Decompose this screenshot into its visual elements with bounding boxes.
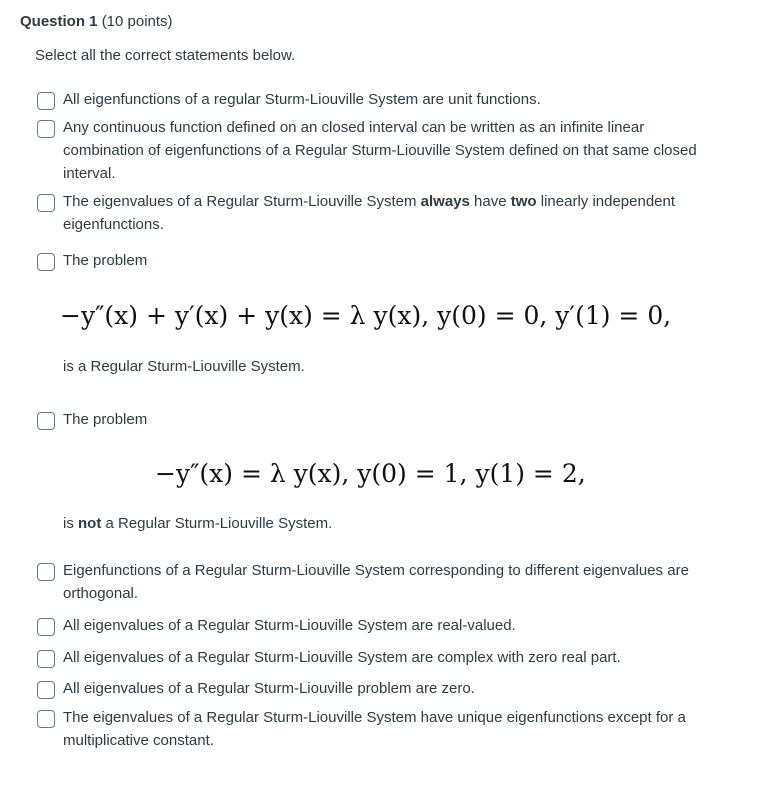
option-3[interactable] xyxy=(37,193,727,236)
question-name: Question 1 xyxy=(20,13,98,30)
option-5-text: The problem xyxy=(63,411,148,428)
option-3-bold-two: two xyxy=(510,193,537,210)
option-3-bold-always: always xyxy=(420,193,470,210)
option-3-text: The eigenvalues of a Regular Sturm-Liouville System always have two linearly independent eigenfunctions. xyxy=(63,193,676,233)
option-10[interactable] xyxy=(37,709,727,752)
option-9-text: All eigenvalues of a Regular Sturm-Liouville problem are zero. xyxy=(63,680,475,697)
option-4-suffix: is a Regular Sturm-Liouville System. xyxy=(63,358,305,375)
option-1[interactable] xyxy=(37,91,727,111)
question-title xyxy=(20,13,173,30)
option-5[interactable] xyxy=(37,411,727,431)
option-5-checkbox[interactable] xyxy=(37,412,55,430)
option-10-checkbox[interactable] xyxy=(37,710,55,728)
option-9-checkbox[interactable] xyxy=(37,681,55,699)
option-2[interactable] xyxy=(37,119,727,185)
option-2-text: Any continuous function defined on an closed interval can be written as an infinite linear combination of eigenfunctions of a Regular Sturm-Liouville System defined on that same closed interval. xyxy=(63,119,697,182)
option-5-suffix: is not a Regular Sturm-Liouville System. xyxy=(63,515,333,532)
question-prompt: Select all the correct statements below. xyxy=(35,47,296,64)
option-4-checkbox[interactable] xyxy=(37,253,55,271)
option-3-checkbox[interactable] xyxy=(37,194,55,212)
option-8[interactable] xyxy=(37,649,727,669)
option-6-text: Eigenfunctions of a Regular Sturm-Liouville System corresponding to different eigenvalues are orthogonal. xyxy=(63,562,689,602)
option-5-bold-not: not xyxy=(78,515,102,532)
option-2-checkbox[interactable] xyxy=(37,120,55,138)
option-8-checkbox[interactable] xyxy=(37,650,55,668)
option-1-checkbox[interactable] xyxy=(37,92,55,110)
option-6[interactable] xyxy=(37,562,727,605)
question-points: (10 points) xyxy=(101,13,173,30)
option-5-equation: −y″(x) = λ y(x), y(0) = 1, y(1) = 2, xyxy=(155,459,586,488)
option-4-equation: −y″(x) + y′(x) + y(x) = λ y(x), y(0) = 0, y′(1) = 0, xyxy=(60,301,672,330)
option-6-checkbox[interactable] xyxy=(37,563,55,581)
option-4[interactable] xyxy=(37,252,727,272)
option-1-text: All eigenfunctions of a regular Sturm-Liouville System are unit functions. xyxy=(63,91,541,108)
option-4-text: The problem xyxy=(63,252,148,269)
option-8-text: All eigenvalues of a Regular Sturm-Liouville System are complex with zero real part. xyxy=(63,649,621,666)
option-7-text: All eigenvalues of a Regular Sturm-Liouville System are real-valued. xyxy=(63,617,516,634)
option-7[interactable] xyxy=(37,617,727,637)
option-7-checkbox[interactable] xyxy=(37,618,55,636)
option-10-text: The eigenvalues of a Regular Sturm-Liouville System have unique eigenfunctions except for a multiplicative constant. xyxy=(63,709,686,749)
option-9[interactable] xyxy=(37,680,727,700)
